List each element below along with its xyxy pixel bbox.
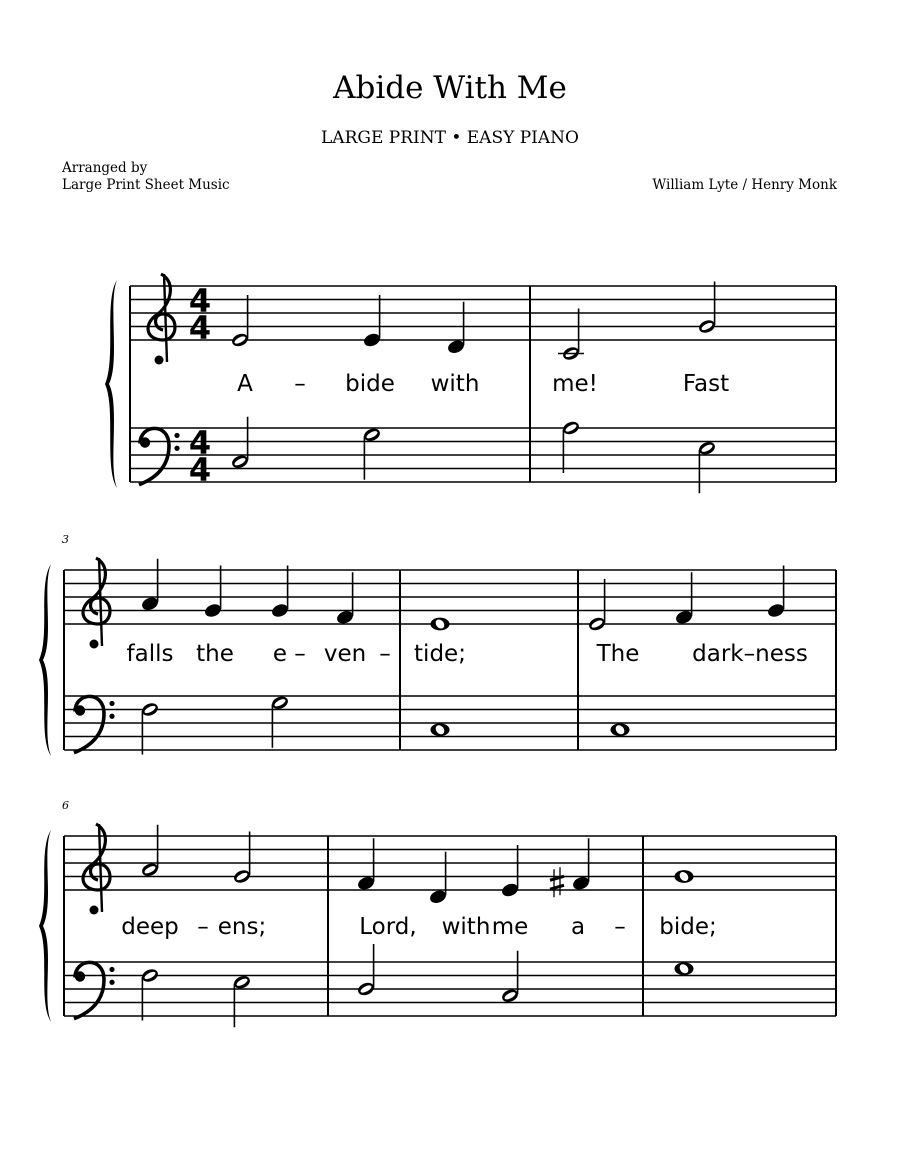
lyric-syllable: The xyxy=(596,641,640,667)
lyric-syllable: – xyxy=(294,371,306,397)
time-signature-top: 4 xyxy=(188,424,212,462)
arranger-label: Arranged by xyxy=(62,160,148,176)
treble-note xyxy=(232,832,252,885)
lyric-syllable: Fast xyxy=(682,371,730,397)
treble-note xyxy=(140,559,160,612)
measure-number: 3 xyxy=(62,533,69,546)
lyric-syllable: e xyxy=(272,641,288,667)
treble-note xyxy=(697,282,717,335)
lyric-syllable: – xyxy=(294,641,306,667)
treble-note xyxy=(230,295,250,348)
treble-clef-shape xyxy=(148,274,175,365)
lyric-syllable: falls xyxy=(126,641,174,667)
song-title: Abide With Me xyxy=(333,70,567,106)
treble-clef-dot xyxy=(90,906,99,915)
bass-clef xyxy=(74,696,115,752)
bass-clef-dot xyxy=(174,433,179,438)
bass-clef xyxy=(74,962,115,1018)
bass-note xyxy=(356,944,376,997)
brace xyxy=(39,564,51,756)
lyric-syllable: with xyxy=(430,371,480,397)
treble-note xyxy=(362,295,382,348)
lyric-syllable: – xyxy=(379,641,391,667)
bass-note xyxy=(230,417,250,470)
lyric-syllable: – xyxy=(614,914,626,940)
lyric-syllable: dark–ness xyxy=(692,641,808,667)
treble-clef-shape xyxy=(83,558,110,649)
bass-clef-head xyxy=(75,971,85,981)
time-signature-bottom: 4 xyxy=(188,309,212,347)
bass-clef-curve xyxy=(74,696,104,752)
treble-note xyxy=(335,572,355,625)
treble-note xyxy=(270,566,290,619)
brace xyxy=(105,280,117,488)
treble-note xyxy=(675,870,694,883)
time-signature-top: 4 xyxy=(188,282,212,320)
bass-note xyxy=(140,701,160,754)
lyric-syllable: ens; xyxy=(217,914,267,940)
lyric-syllable: me xyxy=(491,914,529,940)
treble-note xyxy=(558,309,584,362)
bass-note xyxy=(611,723,630,736)
bass-clef-dot xyxy=(174,446,179,451)
song-subtitle: LARGE PRINT • EASY PIANO xyxy=(321,128,579,148)
bass-note xyxy=(431,723,450,736)
bass-clef-dot xyxy=(109,714,114,719)
bass-note xyxy=(561,420,581,473)
bass-note xyxy=(362,426,382,479)
measure-number: 6 xyxy=(62,799,69,812)
lyric-syllable: a xyxy=(570,914,586,940)
bass-note xyxy=(500,951,520,1004)
lyric-syllable: ven xyxy=(323,641,367,667)
lyric-syllable: me! xyxy=(552,371,598,397)
composer-credit: William Lyte / Henry Monk xyxy=(652,177,837,193)
bass-clef-dot xyxy=(109,980,114,985)
lyric-syllable: deep xyxy=(121,914,179,940)
bass-note xyxy=(232,974,252,1027)
treble-note xyxy=(571,838,591,891)
lyric-syllable: tide; xyxy=(414,641,466,667)
treble-clef-dot xyxy=(90,640,99,649)
bass-clef-dot xyxy=(109,701,114,706)
treble-note xyxy=(356,838,376,891)
treble-note xyxy=(140,825,160,878)
treble-clef-shape xyxy=(83,824,110,915)
bass-clef-head xyxy=(75,705,85,715)
lyric-syllable: A xyxy=(237,371,253,397)
treble-note xyxy=(431,618,450,631)
treble-clef-curve xyxy=(83,558,110,624)
arranger-name: Large Print Sheet Music xyxy=(62,177,230,193)
brace xyxy=(39,830,51,1022)
treble-clef-stem xyxy=(164,274,167,362)
lyric-syllable: Lord, xyxy=(359,914,417,940)
treble-clef-stem xyxy=(99,824,102,912)
sharp-accidental xyxy=(550,867,564,897)
bass-clef-dot xyxy=(109,967,114,972)
lyric-syllable: the xyxy=(196,641,234,667)
bass-note xyxy=(270,694,290,747)
bass-clef-head xyxy=(140,437,150,447)
treble-note xyxy=(428,852,448,905)
bass-clef xyxy=(139,428,180,484)
lyric-syllable: bide; xyxy=(659,914,717,940)
treble-note xyxy=(587,579,607,632)
lyric-syllable: with xyxy=(441,914,491,940)
bass-clef-curve xyxy=(74,962,104,1018)
treble-note xyxy=(766,566,786,619)
treble-note xyxy=(500,845,520,898)
bass-note xyxy=(675,962,694,975)
treble-note xyxy=(446,302,466,355)
bass-note xyxy=(697,440,717,493)
bass-note xyxy=(140,967,160,1020)
lyric-syllable: bide xyxy=(345,371,395,397)
bass-clef-curve xyxy=(139,428,169,484)
sharp-stroke xyxy=(550,885,564,889)
treble-clef-curve xyxy=(148,274,175,340)
treble-clef-dot xyxy=(155,356,164,365)
lyric-syllable: – xyxy=(197,914,209,940)
treble-clef-curve xyxy=(83,824,110,890)
treble-note xyxy=(203,566,223,619)
time-signature-bottom: 4 xyxy=(188,451,212,489)
treble-note xyxy=(674,572,694,625)
treble-clef-stem xyxy=(99,558,102,646)
